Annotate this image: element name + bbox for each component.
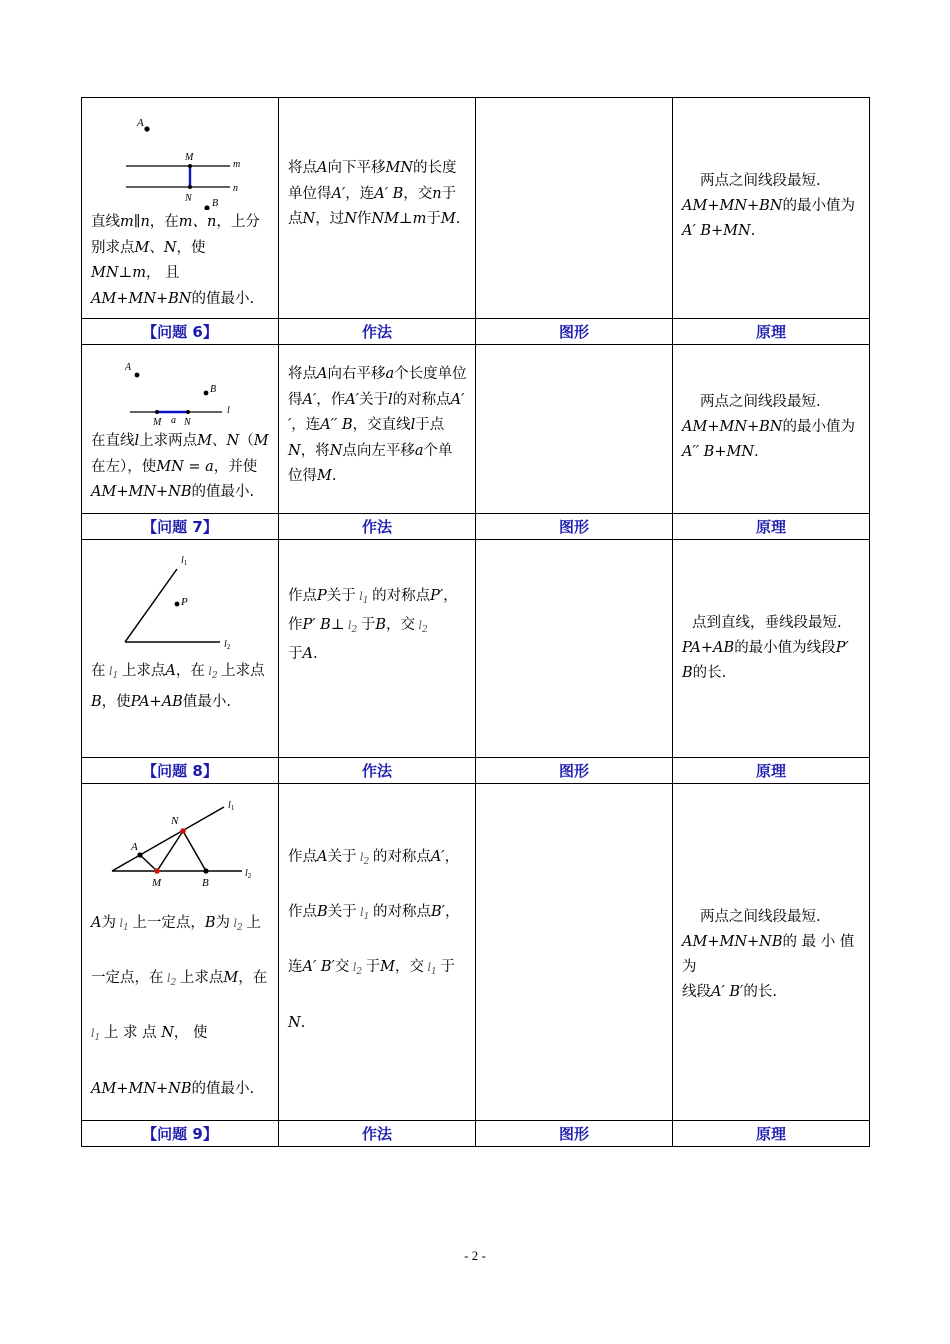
parallel-lines-figure (82, 98, 278, 210)
point-b (204, 391, 209, 396)
problem-cell (82, 345, 279, 514)
principle-text: 点到直线，垂线段最短. PA+AB的最小值为线段P′ B的长. (682, 615, 849, 681)
label-m-point: M (185, 152, 194, 163)
header-principle: 原理 (673, 758, 870, 784)
principle-text: 两点之间线段最短. AM+MN+NB的 最 小 值 为 线段A′ B′的长. (682, 909, 855, 1000)
label-m: M (152, 877, 162, 889)
table-row (82, 98, 870, 319)
principle-text: 两点之间线段最短. AM+MN+BN的最小值为 A′ B+MN. (682, 173, 855, 239)
header-principle: 原理 (673, 1120, 870, 1146)
method-cell (279, 540, 476, 758)
principle-cell (673, 345, 870, 514)
content-table (81, 97, 870, 1147)
method-cell (279, 784, 476, 1121)
header-problem: 【问题 8】 (82, 758, 279, 784)
point-n (186, 410, 190, 414)
figure-cell (476, 540, 673, 758)
header-figure: 图形 (476, 1120, 673, 1146)
header-problem: 【问题 7】 (82, 514, 279, 540)
two-lines-figure (82, 784, 278, 894)
header-method: 作法 (279, 758, 476, 784)
method-text: 作点P关于 $l_1$ 的对称点P′，作P′ B⊥ $l_2$ 于B，交 $l_2$ 于A. (288, 588, 458, 663)
label-l2: $l_2$ (245, 868, 252, 880)
label-n: N (171, 815, 179, 827)
table-header-row (82, 514, 870, 540)
method-text: 将点A向右平移a个长度单位得A′，作A′关于l的对称点A′′，连A′′ B，交直线l于点N，将N点向左平移a个单位得M. (288, 366, 467, 484)
ray-l1 (125, 569, 177, 642)
point-b (203, 868, 208, 873)
principle-cell (673, 98, 870, 319)
label-p: P (181, 596, 188, 608)
point-p (175, 602, 180, 607)
figure-cell (476, 784, 673, 1121)
header-principle: 原理 (673, 319, 870, 345)
problem-cell (82, 540, 279, 758)
problem-cell (82, 784, 279, 1121)
point-m (155, 410, 159, 414)
label-a: A (125, 362, 132, 373)
table-header-row (82, 1120, 870, 1146)
label-m: M (153, 417, 162, 428)
header-figure: 图形 (476, 514, 673, 540)
label-n: N (184, 417, 191, 428)
header-figure: 图形 (476, 319, 673, 345)
problem-text: 在直线l上求两点M、N（M在左），使MN = a，并使AM+MN+NB的值最小. (91, 433, 269, 500)
header-method: 作法 (279, 1120, 476, 1146)
label-b: B (202, 877, 209, 889)
point-m (154, 868, 160, 874)
label-b: B (212, 198, 219, 209)
table-row (82, 345, 870, 514)
label-l1: $l_1$ (228, 800, 235, 812)
problem-text: 在 $l_1$ 上求点A，在 $l_2$ 上求点 B，使PA+AB值最小. (91, 663, 265, 711)
problem-text: A为 $l_1$ 上一定点，B为 $l_2$ 上一定点，在 $l_2$ 上求点M，在 $l_1$ 上 求 点 N， 使 AM+MN+NB的值最小. (91, 915, 268, 1097)
table-row (82, 540, 870, 758)
translation-figure (82, 345, 278, 429)
principle-cell (673, 784, 870, 1121)
method-text: 作点A关于 $l_2$ 的对称点A′， 作点B关于 $l_1$ 的对称点B′， 连A′ B′交 $l_2$ 于M，交 $l_1$ 于N. (288, 849, 460, 1031)
header-method: 作法 (279, 319, 476, 345)
segment-nb (183, 831, 206, 871)
label-l2: $l_2$ (224, 639, 231, 651)
point-m (188, 164, 192, 168)
segment-am (140, 855, 157, 871)
header-principle: 原理 (673, 514, 870, 540)
problem-cell (82, 98, 279, 319)
point-a (135, 373, 140, 378)
label-a: A (131, 841, 138, 853)
point-a (137, 852, 142, 857)
principle-cell (673, 540, 870, 758)
label-a-length: a (171, 415, 176, 426)
ray-l1 (112, 807, 224, 871)
angle-point-figure (82, 540, 278, 658)
label-l1: $l_1$ (181, 555, 188, 567)
table-row (82, 784, 870, 1121)
table-header-row (82, 319, 870, 345)
table-header-row (82, 758, 870, 784)
point-a (144, 126, 149, 131)
label-a: A (137, 117, 144, 129)
label-n-point: N (185, 193, 192, 204)
method-cell (279, 345, 476, 514)
principle-text: 两点之间线段最短. AM+MN+BN的最小值为 A′′ B+MN. (682, 394, 855, 460)
label-m-line: m (233, 159, 241, 170)
header-problem: 【问题 6】 (82, 319, 279, 345)
header-figure: 图形 (476, 758, 673, 784)
figure-cell (476, 345, 673, 514)
method-text: 将点A向下平移MN的长度单位得A′，连A′ B，交n于点N，过N作NM⊥m于M. (288, 160, 461, 227)
page-number: - 2 - (464, 1248, 486, 1263)
point-n (180, 828, 186, 834)
point-n (188, 185, 192, 189)
label-n-line: n (233, 183, 238, 194)
label-l: l (227, 405, 230, 416)
method-cell (279, 98, 476, 319)
header-problem: 【问题 9】 (82, 1120, 279, 1146)
label-b: B (210, 384, 217, 395)
problem-text: 直线m∥n，在m、n，上分别求点M、N，使MN⊥m， 且AM+MN+BN的值最小. (91, 214, 260, 307)
header-method: 作法 (279, 514, 476, 540)
figure-cell (476, 98, 673, 319)
